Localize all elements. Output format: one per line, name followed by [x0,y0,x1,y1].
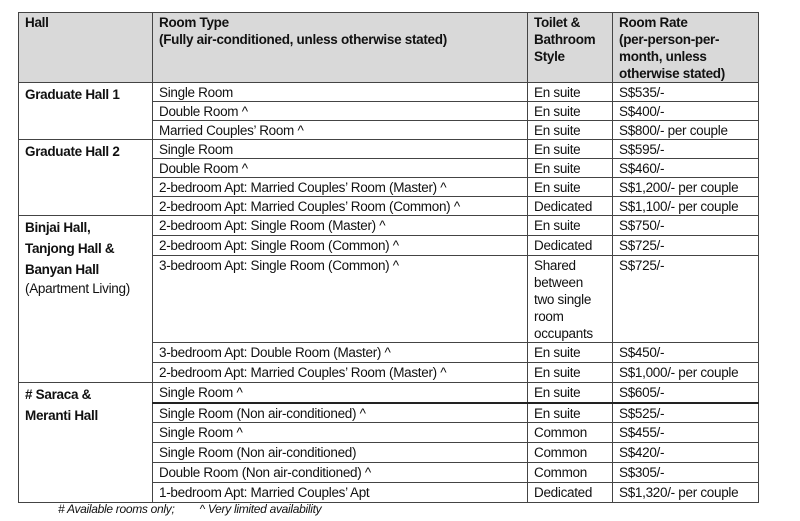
room-type-cell: 2-bedroom Apt: Married Couples’ Room (Common) ^ [153,197,528,216]
toilet-style-cell: En suite [528,159,613,178]
room-type-cell: 2-bedroom Apt: Married Couples’ Room (Master) ^ [153,178,528,197]
room-rate-cell: S$1,000/- per couple [613,363,759,383]
room-type-cell: Double Room ^ [153,159,528,178]
toilet-style-cell: En suite [528,102,613,121]
room-type-cell: 2-bedroom Apt: Single Room (Common) ^ [153,236,528,256]
toilet-style-cell: En suite [528,216,613,236]
room-type-cell: Single Room ^ [153,383,528,403]
hall-name-line: Graduate Hall 2 [25,144,120,159]
table-header-row [19,13,759,83]
room-type-cell: Single Room ^ [153,423,528,443]
room-type-cell: Single Room (Non air-conditioned) [153,443,528,463]
toilet-style-cell: Shared between two single room occupants [528,256,613,343]
table-row [19,216,759,236]
hall-name-line: Banyan Hall [25,262,99,277]
room-rates-table [18,12,759,503]
toilet-style-cell: En suite [528,383,613,403]
room-rate-cell: S$455/- [613,423,759,443]
footnotes [58,502,343,516]
room-rate-cell: S$460/- [613,159,759,178]
room-type-cell: 3-bedroom Apt: Single Room (Common) ^ [153,256,528,343]
toilet-style-cell: Common [528,423,613,443]
toilet-style-cell: En suite [528,343,613,363]
toilet-style-cell: Dedicated [528,197,613,216]
header-hall: Hall [19,13,153,83]
room-type-cell: Double Room (Non air-conditioned) ^ [153,463,528,483]
header-rate [613,13,759,83]
hall-note: (Apartment Living) [25,281,130,296]
header-room-type-label: Room Type [159,15,229,30]
table-row [19,140,759,159]
toilet-style-cell: Dedicated [528,236,613,256]
toilet-style-cell: Common [528,463,613,483]
room-type-cell: Double Room ^ [153,102,528,121]
room-type-cell: 1-bedroom Apt: Married Couples’ Apt [153,483,528,503]
table-row [19,383,759,403]
hall-cell [19,216,153,383]
header-rate-note: (per-person-per-month, unless otherwise stated) [619,32,725,81]
toilet-style-cell: En suite [528,121,613,140]
room-rate-cell: S$595/- [613,140,759,159]
room-rate-cell: S$525/- [613,403,759,423]
hall-cell [19,83,153,140]
toilet-style-cell: En suite [528,363,613,383]
footnote-available: # Available rooms only; [58,502,175,516]
room-rate-cell: S$725/- [613,256,759,343]
room-type-cell: Single Room (Non air-conditioned) ^ [153,403,528,423]
room-rate-cell: S$420/- [613,443,759,463]
header-toilet: Toilet & Bathroom Style [528,13,613,83]
room-rate-cell: S$450/- [613,343,759,363]
room-rate-cell: S$400/- [613,102,759,121]
footnote-limited: ^ Very limited availability [199,502,322,516]
room-type-cell: Single Room [153,140,528,159]
room-rate-cell: S$305/- [613,463,759,483]
room-type-cell: 2-bedroom Apt: Married Couples’ Room (Master) ^ [153,363,528,383]
room-rate-cell: S$605/- [613,383,759,403]
hall-cell [19,140,153,216]
hall-name-line: Meranti Hall [25,408,98,423]
toilet-style-cell: Dedicated [528,483,613,503]
header-room-type [153,13,528,83]
toilet-style-cell: En suite [528,140,613,159]
toilet-style-cell: Common [528,443,613,463]
table-row [19,83,759,102]
toilet-style-cell: En suite [528,83,613,102]
hall-name-line: Tanjong Hall & [25,241,115,256]
room-type-cell: 3-bedroom Apt: Double Room (Master) ^ [153,343,528,363]
toilet-style-cell: En suite [528,403,613,423]
room-rate-cell: S$1,200/- per couple [613,178,759,197]
room-rate-cell: S$750/- [613,216,759,236]
room-type-cell: 2-bedroom Apt: Single Room (Master) ^ [153,216,528,236]
room-rate-cell: S$1,320/- per couple [613,483,759,503]
hall-cell [19,383,153,503]
hall-name-line: Graduate Hall 1 [25,87,120,102]
room-rate-cell: S$725/- [613,236,759,256]
room-type-cell: Single Room [153,83,528,102]
header-room-type-note: (Fully air-conditioned, unless otherwise stated) [159,32,447,47]
room-type-cell: Married Couples’ Room ^ [153,121,528,140]
room-rate-cell: S$535/- [613,83,759,102]
hall-name-line: # Saraca & [25,387,92,402]
header-rate-label: Room Rate [619,15,688,30]
toilet-style-cell: En suite [528,178,613,197]
room-rate-cell: S$1,100/- per couple [613,197,759,216]
room-rate-cell: S$800/- per couple [613,121,759,140]
hall-name-line: Binjai Hall, [25,220,91,235]
